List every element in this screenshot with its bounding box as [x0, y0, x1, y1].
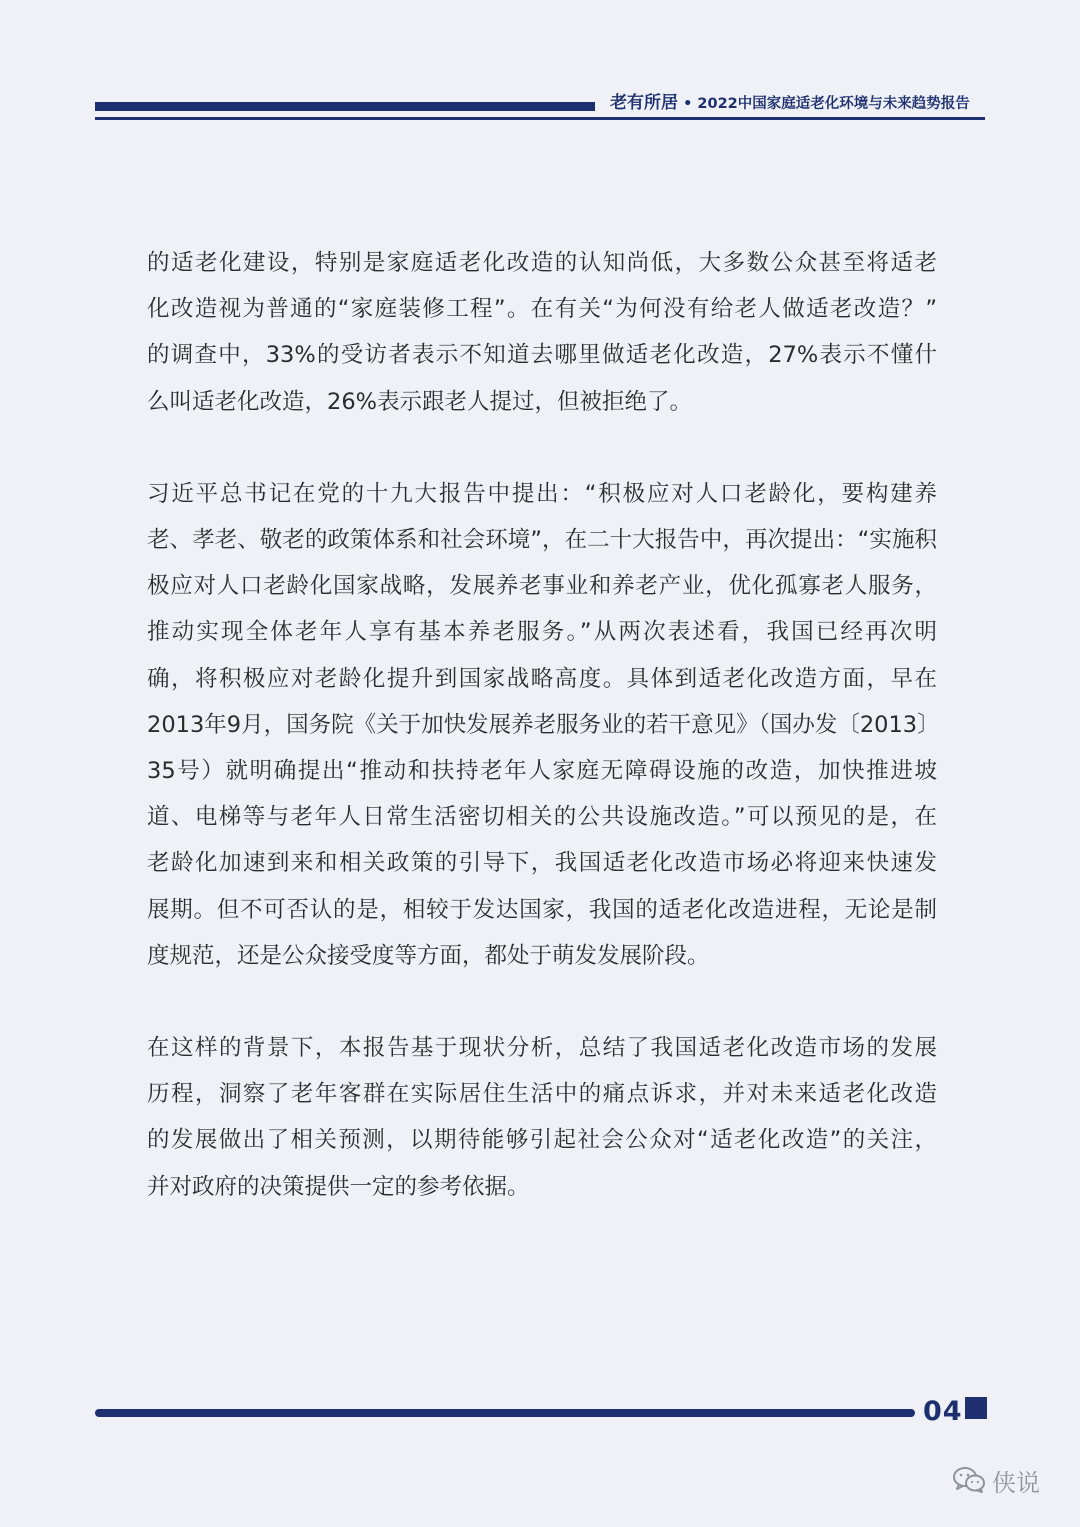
report-title-main: 老有所居: [610, 93, 678, 113]
text-line: 度规范，还是公众接受度等方面，都处于萌发发展阶段。: [147, 942, 710, 969]
text-line: 推动实现全体老年人享有基本养老服务。”从两次表述看，我国已经再次明: [147, 619, 937, 646]
footer-rule: [95, 1409, 915, 1417]
watermark: [952, 1460, 1052, 1500]
page-number: 04: [923, 1396, 963, 1427]
text-line: 化改造视为普通的“家庭装修工程”。在有关“为何没有给老人做适老改造？”: [147, 296, 937, 323]
body-text: [147, 240, 940, 1210]
text-line: 极应对人口老龄化国家战略，发展养老事业和养老产业，优化孤寡老人服务，: [147, 573, 937, 600]
text-line: 习近平总书记在党的十九大报告中提出：“积极应对人口老龄化，要构建养: [147, 480, 937, 507]
wechat-icon: [952, 1465, 986, 1495]
text-line: 道、电梯等与老年人日常生活密切相关的公共设施改造。”可以预见的是，在: [147, 804, 937, 831]
report-title-sub: 2022中国家庭适老化环境与未来趋势报告: [697, 96, 970, 112]
paragraph: [147, 240, 937, 425]
text-line: 的适老化建设，特别是家庭适老化改造的认知尚低，大多数公众甚至将适老: [147, 250, 937, 276]
text-line: 确，将积极应对老龄化提升到国家战略高度。具体到适老化改造方面，早在: [147, 665, 937, 692]
paragraph: [147, 471, 940, 979]
header-thin-rule: [95, 117, 985, 120]
watermark-text: 侠说: [992, 1468, 1040, 1497]
header-thick-rule: [95, 102, 595, 111]
page-number-square: [965, 1397, 987, 1419]
text-line: 历程，洞察了老年客群在实际居住生活中的痛点诉求，并对未来适老化改造: [147, 1081, 937, 1108]
text-line: 老、孝老、敬老的政策体系和社会环境”，在二十大报告中，再次提出：“实施积: [147, 527, 937, 554]
title-separator: •: [683, 96, 693, 112]
text-line: 展期。但不可否认的是，相较于发达国家，我国的适老化改造进程，无论是制: [147, 896, 937, 923]
text-line: 么叫适老化改造，26%表示跟老人提过，但被拒绝了。: [147, 388, 693, 415]
running-header: [610, 89, 990, 117]
text-line: 的发展做出了相关预测，以期待能够引起社会公众对“适老化改造”的关注，: [147, 1127, 937, 1154]
paragraph: [147, 1025, 937, 1210]
text-line: 并对政府的决策提供一定的参考依据。: [147, 1173, 530, 1200]
text-line: 在这样的背景下，本报告基于现状分析，总结了我国适老化改造市场的发展: [147, 1035, 937, 1062]
text-line: 2013年9月，国务院《关于加快发展养老服务业的若干意见》（国办发〔2013〕: [147, 711, 940, 738]
text-line: 的调查中，33%的受访者表示不知道去哪里做适老化改造，27%表示不懂什: [147, 342, 937, 369]
text-line: 老龄化加速到来和相关政策的引导下，我国适老化改造市场必将迎来快速发: [147, 850, 937, 877]
text-line: 35号）就明确提出“推动和扶持老年人家庭无障碍设施的改造，加快推进坡: [147, 758, 937, 785]
